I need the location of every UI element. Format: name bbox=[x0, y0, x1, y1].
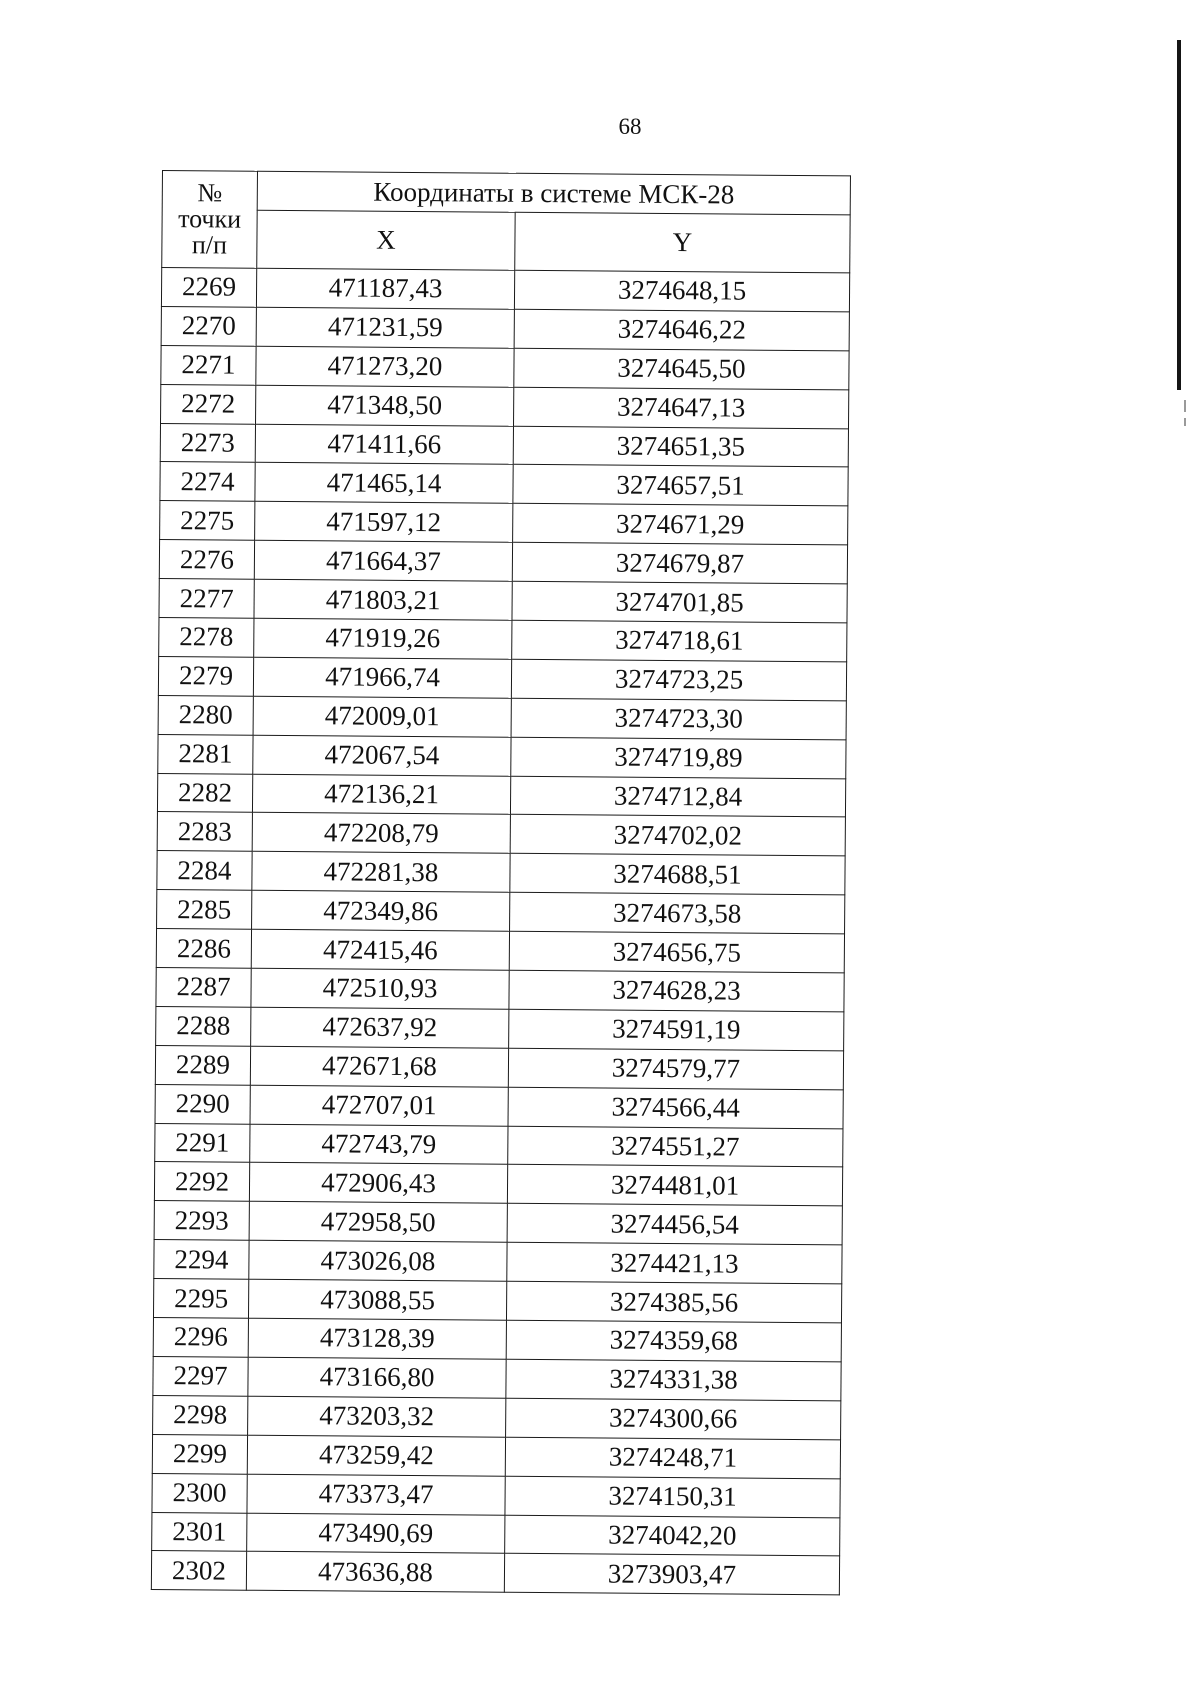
y-coordinate-cell: 3274723,25 bbox=[511, 659, 846, 701]
point-number-cell: 2299 bbox=[152, 1434, 247, 1474]
point-number-cell: 2270 bbox=[161, 306, 256, 346]
table-row bbox=[153, 1318, 841, 1362]
point-number-cell: 2292 bbox=[154, 1162, 249, 1202]
y-coordinate-cell: 3274300,66 bbox=[506, 1398, 841, 1440]
point-number-cell: 2294 bbox=[154, 1240, 249, 1280]
table-row bbox=[157, 890, 845, 934]
y-coordinate-cell: 3274331,38 bbox=[506, 1359, 841, 1401]
table-row bbox=[151, 1551, 839, 1595]
y-coordinate-cell: 3274651,35 bbox=[513, 426, 848, 468]
table-row bbox=[158, 695, 846, 739]
table-row bbox=[161, 345, 849, 389]
table-row bbox=[160, 501, 848, 545]
table-row bbox=[152, 1512, 840, 1556]
y-column-header: Y bbox=[515, 212, 850, 273]
x-coordinate-cell: 471919,26 bbox=[254, 618, 512, 659]
point-number-cell: 2302 bbox=[151, 1551, 246, 1591]
point-number-cell: 2276 bbox=[159, 540, 254, 580]
coordinates-table bbox=[151, 170, 851, 1596]
y-coordinate-cell: 3274566,44 bbox=[508, 1087, 843, 1129]
point-number-header-line: № bbox=[197, 178, 223, 208]
point-number-cell: 2275 bbox=[160, 501, 255, 541]
table-row bbox=[161, 268, 849, 312]
point-number-cell: 2283 bbox=[157, 812, 252, 852]
table-row bbox=[157, 851, 845, 895]
x-coordinate-cell: 472136,21 bbox=[252, 774, 510, 815]
x-coordinate-cell: 472906,43 bbox=[249, 1163, 507, 1204]
table-row bbox=[159, 618, 847, 662]
table-row bbox=[155, 1045, 843, 1089]
point-number-cell: 2277 bbox=[159, 579, 254, 619]
y-coordinate-cell: 3274647,13 bbox=[514, 387, 849, 429]
x-coordinate-cell: 471231,59 bbox=[256, 307, 514, 348]
x-coordinate-cell: 472510,93 bbox=[251, 968, 509, 1009]
point-number-cell: 2273 bbox=[160, 423, 255, 463]
y-coordinate-cell: 3274657,51 bbox=[513, 465, 848, 507]
x-column-header: X bbox=[257, 210, 515, 270]
point-number-cell: 2274 bbox=[160, 462, 255, 502]
x-coordinate-cell: 471803,21 bbox=[254, 579, 512, 620]
point-number-cell: 2297 bbox=[153, 1356, 248, 1396]
x-coordinate-cell: 473490,69 bbox=[247, 1513, 505, 1554]
point-number-cell: 2279 bbox=[158, 656, 253, 696]
table-row bbox=[156, 1006, 844, 1050]
y-coordinate-cell: 3274702,02 bbox=[510, 815, 845, 857]
y-coordinate-cell: 3274150,31 bbox=[505, 1476, 840, 1518]
table-row bbox=[154, 1240, 842, 1284]
header-row bbox=[162, 210, 850, 273]
header-row bbox=[162, 171, 850, 215]
x-coordinate-cell: 471411,66 bbox=[255, 424, 513, 465]
x-coordinate-cell: 472707,01 bbox=[250, 1085, 508, 1126]
table-row bbox=[159, 540, 847, 584]
x-coordinate-cell: 473026,08 bbox=[249, 1240, 507, 1281]
x-coordinate-cell: 472743,79 bbox=[250, 1124, 508, 1165]
x-coordinate-cell: 472009,01 bbox=[253, 696, 511, 737]
table-row bbox=[153, 1356, 841, 1400]
point-number-cell: 2288 bbox=[156, 1006, 251, 1046]
x-coordinate-cell: 473166,80 bbox=[248, 1357, 506, 1398]
x-coordinate-cell: 471597,12 bbox=[255, 502, 513, 543]
table-row bbox=[161, 384, 849, 428]
table-row bbox=[160, 423, 848, 467]
y-coordinate-cell: 3274648,15 bbox=[514, 270, 849, 312]
y-coordinate-cell: 3274248,71 bbox=[505, 1437, 840, 1479]
table-row bbox=[157, 773, 845, 817]
x-coordinate-cell: 472415,46 bbox=[251, 929, 509, 970]
point-number-header bbox=[162, 171, 258, 269]
x-coordinate-cell: 472208,79 bbox=[252, 813, 510, 854]
point-number-cell: 2287 bbox=[156, 968, 251, 1008]
x-coordinate-cell: 472067,54 bbox=[253, 735, 511, 776]
y-coordinate-cell: 3274385,56 bbox=[506, 1281, 841, 1323]
point-number-cell: 2296 bbox=[153, 1318, 248, 1358]
y-coordinate-cell: 3274456,54 bbox=[507, 1204, 842, 1246]
point-number-cell: 2284 bbox=[157, 851, 252, 891]
point-number-cell: 2289 bbox=[155, 1045, 250, 1085]
table-row bbox=[155, 1084, 843, 1128]
table-row bbox=[154, 1162, 842, 1206]
table-row bbox=[160, 462, 848, 506]
point-number-cell: 2300 bbox=[152, 1473, 247, 1513]
x-coordinate-cell: 471966,74 bbox=[253, 657, 511, 698]
x-coordinate-cell: 473373,47 bbox=[247, 1474, 505, 1515]
y-coordinate-cell: 3274551,27 bbox=[508, 1126, 843, 1168]
x-coordinate-cell: 471273,20 bbox=[256, 346, 514, 387]
point-number-header-line: точки bbox=[178, 204, 242, 234]
x-coordinate-cell: 472637,92 bbox=[251, 1007, 509, 1048]
y-coordinate-cell: 3274579,77 bbox=[508, 1048, 843, 1090]
y-coordinate-cell: 3274712,84 bbox=[510, 776, 845, 818]
coordinates-group-header: Координаты в системе МСК-28 bbox=[257, 171, 850, 215]
scan-speck bbox=[1184, 418, 1186, 426]
point-number-cell: 2293 bbox=[154, 1201, 249, 1241]
table-row bbox=[157, 812, 845, 856]
y-coordinate-cell: 3274359,68 bbox=[506, 1320, 841, 1362]
point-number-cell: 2281 bbox=[158, 734, 253, 774]
x-coordinate-cell: 473088,55 bbox=[248, 1279, 506, 1320]
table-row bbox=[152, 1473, 840, 1517]
x-coordinate-cell: 473203,32 bbox=[248, 1396, 506, 1437]
table-row bbox=[155, 1123, 843, 1167]
y-coordinate-cell: 3274481,01 bbox=[507, 1165, 842, 1207]
page-number: 68 bbox=[618, 114, 642, 139]
x-coordinate-cell: 472958,50 bbox=[249, 1202, 507, 1243]
y-coordinate-cell: 3274645,50 bbox=[514, 348, 849, 390]
table-row bbox=[156, 929, 844, 973]
x-coordinate-cell: 472281,38 bbox=[252, 852, 510, 893]
x-coordinate-cell: 472671,68 bbox=[250, 1046, 508, 1087]
y-coordinate-cell: 3274421,13 bbox=[507, 1243, 842, 1285]
y-coordinate-cell: 3274719,89 bbox=[511, 737, 846, 779]
table-row bbox=[153, 1395, 841, 1439]
x-coordinate-cell: 472349,86 bbox=[252, 890, 510, 931]
y-coordinate-cell: 3274646,22 bbox=[514, 309, 849, 351]
table-row bbox=[153, 1279, 841, 1323]
point-number-cell: 2269 bbox=[161, 268, 256, 308]
y-coordinate-cell: 3274671,29 bbox=[513, 504, 848, 546]
y-coordinate-cell: 3274688,51 bbox=[510, 854, 845, 896]
y-coordinate-cell: 3274718,61 bbox=[512, 620, 847, 662]
point-number-cell: 2271 bbox=[161, 345, 256, 385]
y-coordinate-cell: 3274628,23 bbox=[509, 970, 844, 1012]
table-row bbox=[154, 1201, 842, 1245]
y-coordinate-cell: 3273903,47 bbox=[504, 1554, 839, 1596]
point-number-cell: 2291 bbox=[155, 1123, 250, 1163]
x-coordinate-cell: 473128,39 bbox=[248, 1318, 506, 1359]
y-coordinate-cell: 3274723,30 bbox=[511, 698, 846, 740]
point-number-cell: 2282 bbox=[157, 773, 252, 813]
point-number-cell: 2301 bbox=[152, 1512, 247, 1552]
point-number-cell: 2295 bbox=[153, 1279, 248, 1319]
table-body bbox=[151, 268, 849, 1596]
table-row bbox=[159, 579, 847, 623]
table-row bbox=[156, 968, 844, 1012]
x-coordinate-cell: 471664,37 bbox=[254, 540, 512, 581]
y-coordinate-cell: 3274656,75 bbox=[509, 931, 844, 973]
scan-speck bbox=[1184, 400, 1186, 412]
point-number-cell: 2298 bbox=[153, 1395, 248, 1435]
table-row bbox=[161, 306, 849, 350]
x-coordinate-cell: 473636,88 bbox=[246, 1552, 504, 1593]
table-row bbox=[158, 656, 846, 700]
y-coordinate-cell: 3274679,87 bbox=[512, 542, 847, 584]
point-number-header-line: п/п bbox=[191, 230, 228, 260]
scan-edge-line bbox=[1177, 40, 1181, 390]
table-header bbox=[162, 171, 851, 273]
x-coordinate-cell: 471465,14 bbox=[255, 463, 513, 504]
y-coordinate-cell: 3274591,19 bbox=[509, 1009, 844, 1051]
point-number-cell: 2285 bbox=[157, 890, 252, 930]
y-coordinate-cell: 3274701,85 bbox=[512, 581, 847, 623]
point-number-cell: 2272 bbox=[161, 384, 256, 424]
table-row bbox=[152, 1434, 840, 1478]
point-number-cell: 2286 bbox=[156, 929, 251, 969]
y-coordinate-cell: 3274042,20 bbox=[505, 1515, 840, 1557]
point-number-cell: 2278 bbox=[159, 618, 254, 658]
x-coordinate-cell: 471187,43 bbox=[256, 268, 514, 309]
table-row bbox=[158, 734, 846, 778]
x-coordinate-cell: 471348,50 bbox=[256, 385, 514, 426]
x-coordinate-cell: 473259,42 bbox=[247, 1435, 505, 1476]
point-number-cell: 2280 bbox=[158, 695, 253, 735]
y-coordinate-cell: 3274673,58 bbox=[510, 893, 845, 935]
point-number-cell: 2290 bbox=[155, 1084, 250, 1124]
